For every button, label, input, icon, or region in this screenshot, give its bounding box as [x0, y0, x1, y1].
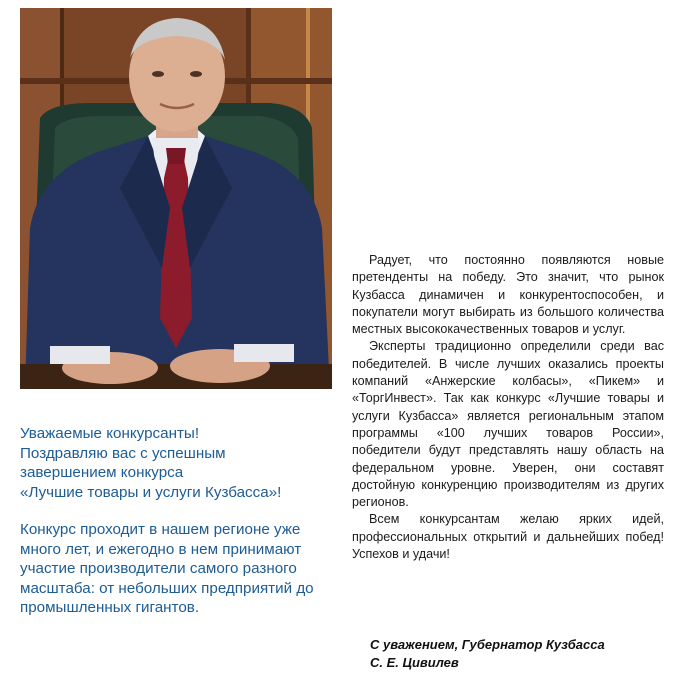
greeting-paragraph-line: масштаба: от небольших предприятий до: [20, 579, 314, 597]
greeting-paragraph-line: Конкурс проходит в нашем регионе уже: [20, 521, 301, 538]
signature-block: [370, 636, 670, 672]
greeting-paragraph-line: промышленных гигантов.: [20, 599, 200, 616]
greeting-block: [20, 424, 340, 618]
body-paragraph: Радует, что постоянно появляются новые претенденты на победу. Это значит, что рынок Кузбасса динамичен и конкурентоспособен, и покупатели могут выбирать из большого количества местных высококачественных товаров и услуг.: [352, 253, 664, 337]
body-paragraph: Эксперты традиционно определили среди вас победителей. В числе лучших оказались проекты компаний «Анжерские колбасы», «Пикем» и «ТоргИнвест». Так как конкурс «Лучшие товары и услуги Кузбасса» является региональным этапом программы «100 лучших товаров России», победители будут представлять нашу область на федеральном уровне. Уверен, они составят достойную конкуренцию производителям из других регионов.: [352, 339, 664, 510]
greeting-line: завершением конкурса: [20, 464, 184, 481]
greeting-paragraph-line: много лет, и ежегодно в нем принимают: [20, 540, 302, 558]
governor-portrait-photo: [20, 8, 332, 389]
greeting-paragraph-line: участие производители самого разного: [20, 560, 297, 577]
signature-name: С. Е. Цивилев: [370, 655, 459, 670]
greeting-line: Поздравляю вас с успешным: [20, 444, 226, 462]
body-paragraph: Всем конкурсантам желаю ярких идей, профессиональных открытий и дальнейших побед! Успехов и удачи!: [352, 512, 664, 562]
greeting-line: «Лучшие товары и услуги Кузбасса»!: [20, 483, 282, 501]
greeting-line: Уважаемые конкурсанты!: [20, 425, 200, 442]
greeting-spacer: [20, 502, 340, 520]
letter-body: [352, 252, 664, 563]
portrait-illustration: [20, 8, 332, 389]
signature-title: С уважением, Губернатор Кузбасса: [370, 637, 605, 652]
